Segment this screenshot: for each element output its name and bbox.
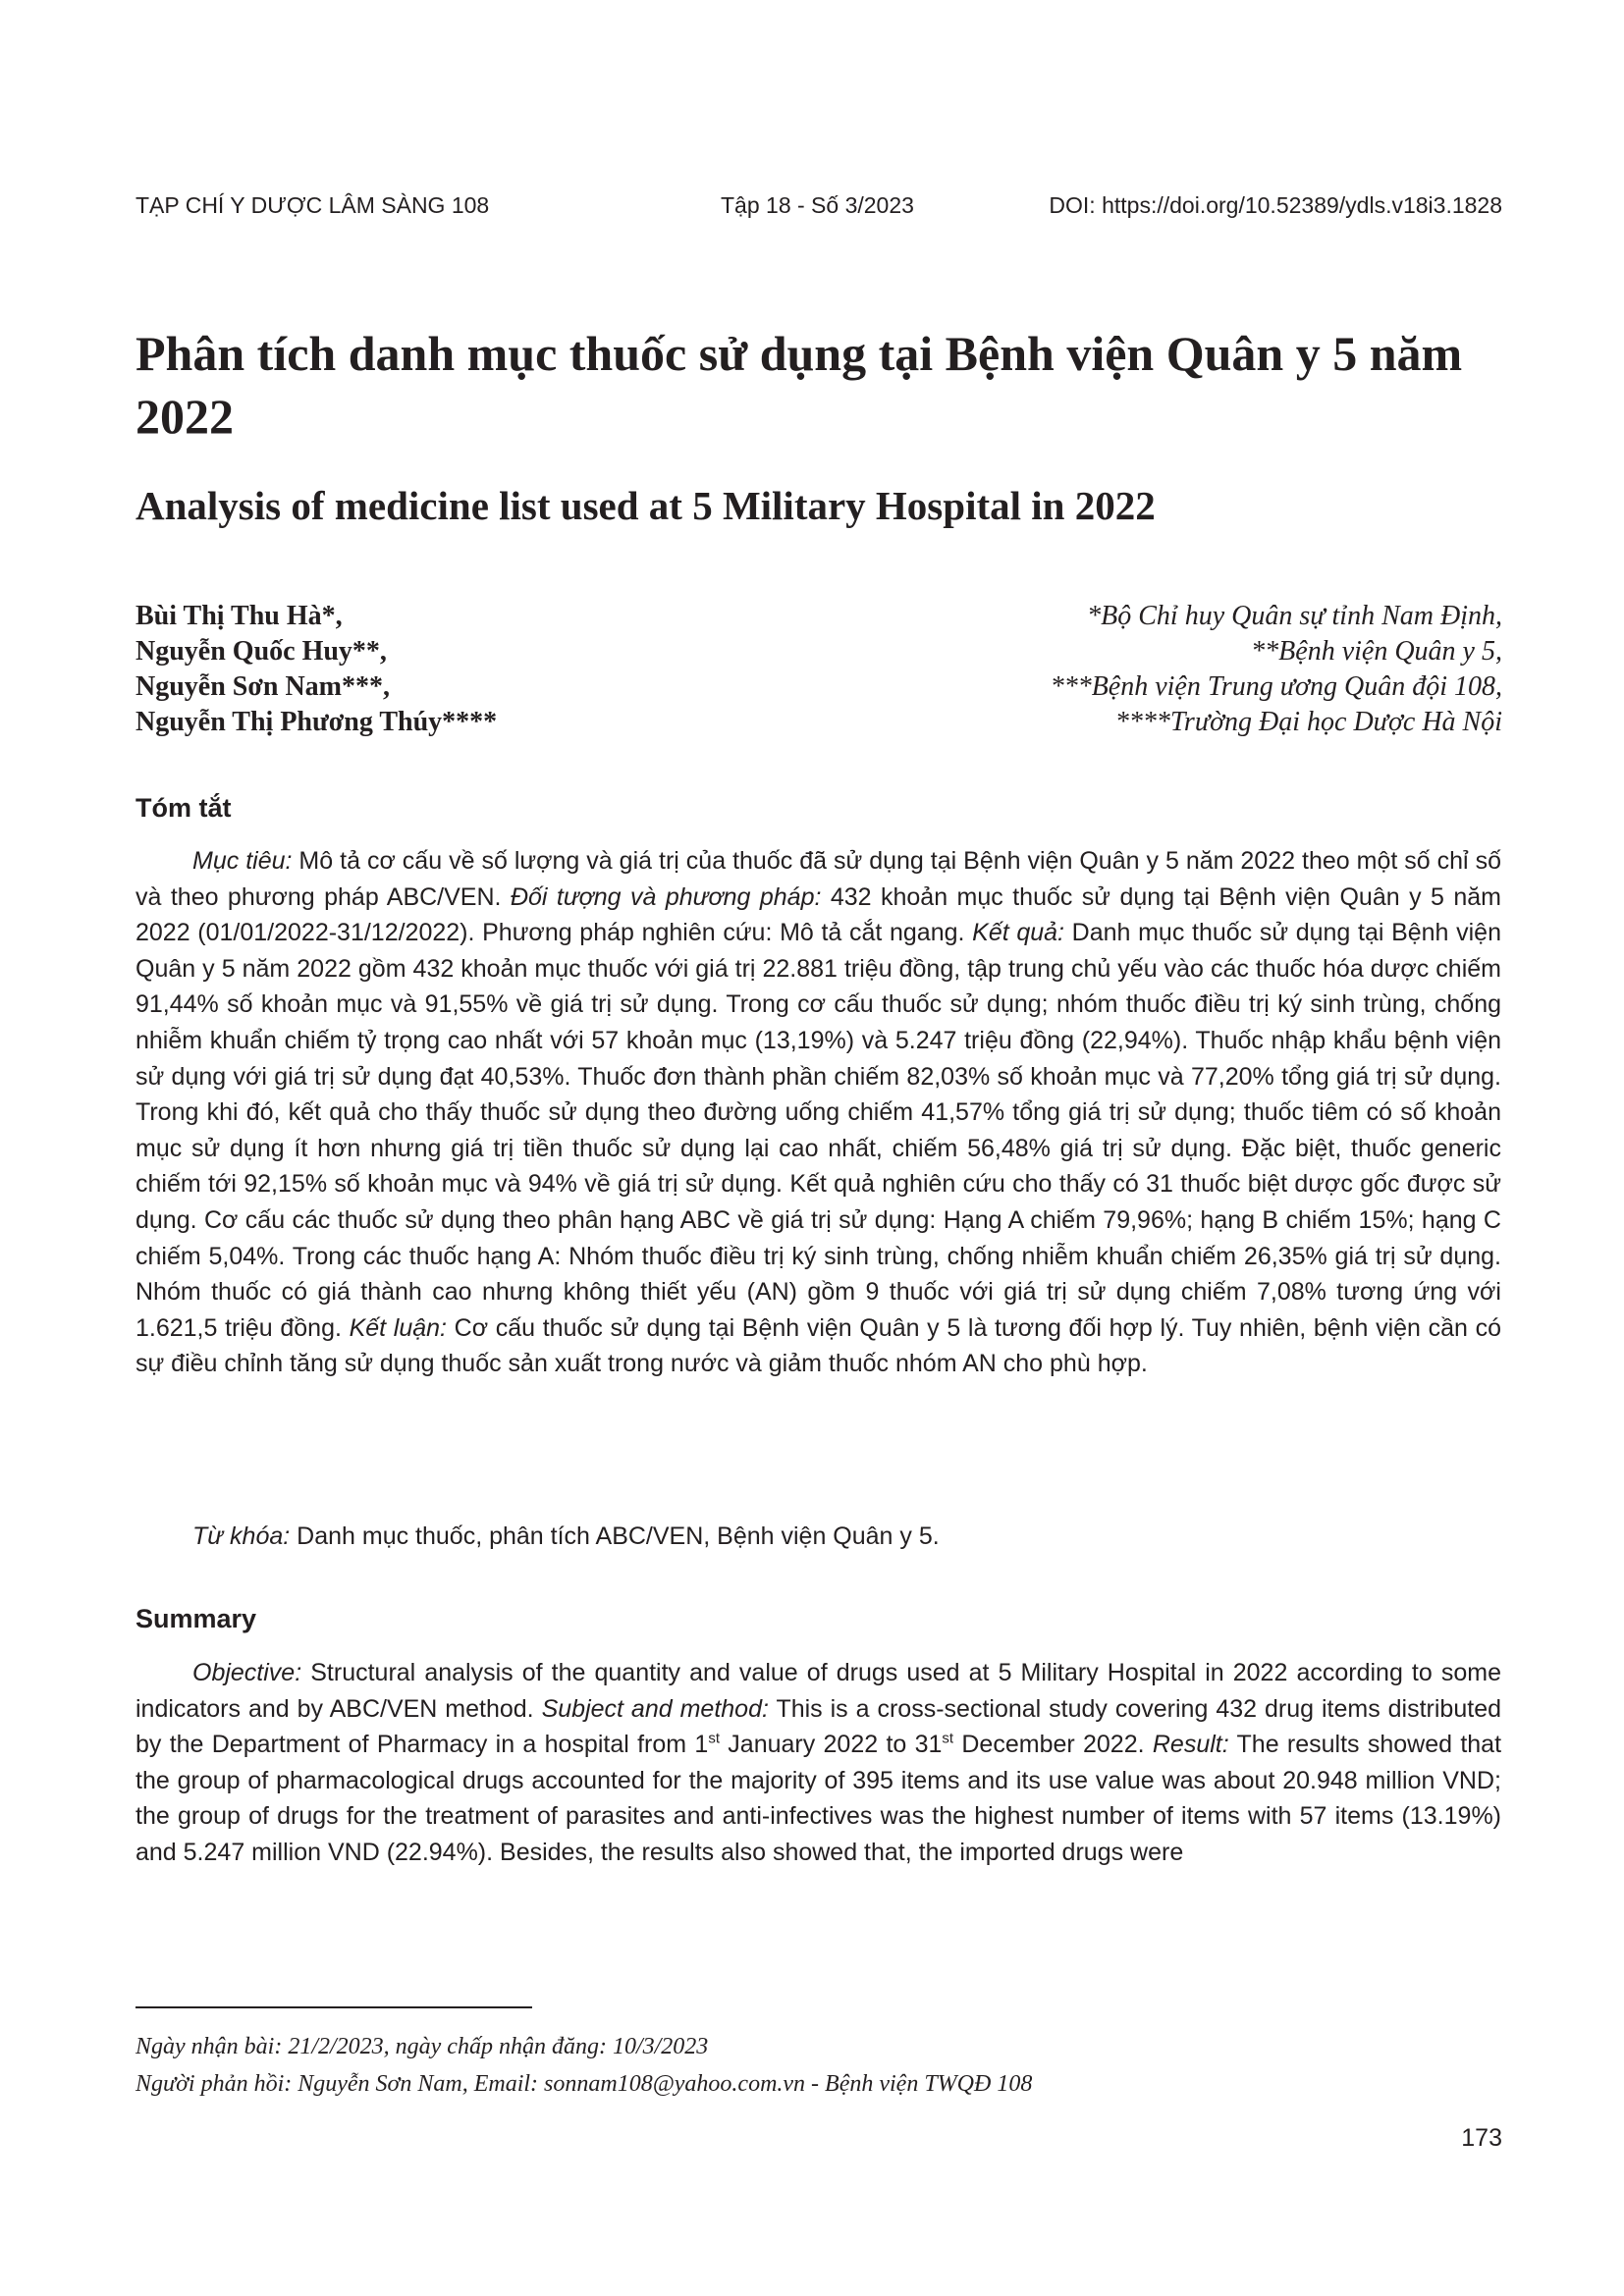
text-method: 432 khoản mục thuốc sử dụng tại Bệnh viện Quân y 5 năm 2022 (01/01/2022-31/12/2022). Phương pháp nghiên cứu: Mô tả cắt ngang. [135, 882, 1501, 947]
label-result: Kết quả: [972, 919, 1064, 947]
abstract-heading-en: Summary [135, 1604, 257, 1633]
text-method: December 2022. [953, 1731, 1153, 1759]
footnote-dates: Ngày nhận bài: 21/2/2023, ngày chấp nhận đăng: 10/3/2023 [135, 2034, 709, 2059]
ordinal-suffix: st [708, 1730, 720, 1747]
label-method: Subject and method: [541, 1694, 769, 1723]
text-method: January 2022 to 31 [719, 1731, 943, 1759]
label-keywords: Từ khóa: [192, 1522, 291, 1550]
label-conclusion: Kết luận: [349, 1313, 447, 1342]
affiliation: *Bộ Chỉ huy Quân sự tỉnh Nam Định, [1087, 601, 1502, 631]
affiliation: **Bệnh viện Quân y 5, [1251, 636, 1502, 667]
keywords [192, 1522, 940, 1551]
footnote-correspondence: Người phản hồi: Nguyễn Sơn Nam, Email: sonnam108@yahoo.com.vn - Bệnh viện TWQĐ 108 [135, 2071, 1033, 2097]
text-objective: Structural analysis of the quantity and value of drugs used at 5 Military Hospital in 2022 according to some indicators and by ABC/VEN method. [135, 1659, 1501, 1723]
author: Nguyễn Sơn Nam***, [135, 671, 390, 702]
label-result: Result: [1152, 1731, 1229, 1759]
label-objective: Objective: [192, 1659, 302, 1686]
author-list [135, 599, 744, 740]
doi-link[interactable]: DOI: https://doi.org/10.52389/ydls.v18i3.1828 [1049, 192, 1502, 218]
abstract-vietnamese [135, 843, 1501, 1382]
author: Nguyễn Thị Phương Thúy**** [135, 707, 498, 737]
affiliation: ***Bệnh viện Trung ương Quân đội 108, [1050, 671, 1502, 702]
abstract-english [135, 1655, 1501, 1871]
text-result: Danh mục thuốc sử dụng tại Bệnh viện Quân y 5 năm 2022 gồm 432 khoản mục thuốc với giá trị 22.881 triệu đồng, tập trung chủ yếu vào các thuốc hóa dược chiếm 91,44% số khoản mục và 91,55% về giá trị sử dụng. Trong cơ cấu thuốc sử dụng; nhóm thuốc điều trị ký sinh trùng, chống nhiễm khuẩn chiếm tỷ trọng cao nhất với 57 khoản mục (13,19%) và 5.247 triệu đồng (22,94%). Thuốc nhập khẩu bệnh viện sử dụng với giá trị sử dụng đạt 40,53%. Thuốc đơn thành phần chiếm 82,03% số khoản mục và 77,20% tổng giá trị sử dụng. Trong khi đó, kết quả cho thấy thuốc sử dụng theo đường uống chiếm 41,57% tổng giá trị sử dụng; thuốc tiêm có số khoản mục sử dụng ít hơn nhưng giá trị tiền thuốc sử dụng lại cao nhất, chiếm 56,48% giá trị sử dụng. Đặc biệt, thuốc generic chiếm tới 92,15% số khoản mục và 94% về giá trị sử dụng. Kết quả nghiên cứu cho thấy có 31 thuốc biệt dược gốc được sử dụng. Cơ cấu các thuốc sử dụng theo phân hạng ABC về giá trị sử dụng: Hạng A chiếm 79,96%; hạng B chiếm 15%; hạng C chiếm 5,04%. Trong các thuốc hạng A: Nhóm thuốc điều trị ký sinh trùng, chống nhiễm khuẩn chiếm 26,35% giá trị sử dụng. Nhóm thuốc có giá thành cao nhưng không thiết yếu (AN) gồm 9 thuốc với giá trị sử dụng chiếm 7,08% tương ứng với 1.621,5 triệu đồng. [135, 919, 1501, 1342]
footnote-divider [135, 2006, 532, 2008]
title-english: Analysis of medicine list used at 5 Military Hospital in 2022 [135, 483, 1156, 528]
title-vietnamese: Phân tích danh mục thuốc sử dụng tại Bệnh viện Quân y 5 năm 2022 [135, 326, 1463, 444]
label-method: Đối tượng và phương pháp: [510, 882, 822, 911]
text-result: The results showed that the group of pharmacological drugs accounted for the majority of 395 items and its use value was about 20.948 million VND; the group of drugs for the treatment of parasites and anti-infectives was the highest number of items with 57 items (13.19%) and 5.247 million VND (22.94%). Besides, the results also showed that, the imported drugs were [135, 1731, 1502, 1866]
label-objective: Mục tiêu: [192, 847, 293, 875]
text-conclusion: Cơ cấu thuốc sử dụng tại Bệnh viện Quân y 5 là tương đối hợp lý. Tuy nhiên, bệnh viện cần có sự điều chỉnh tăng sử dụng thuốc sản xuất trong nước và giảm thuốc nhóm AN cho phù hợp. [135, 1313, 1501, 1378]
text-objective: Mô tả cơ cấu về số lượng và giá trị của thuốc đã sử dụng tại Bệnh viện Quân y 5 năm 2022 theo một số chỉ số và theo phương pháp ABC/VEN. [135, 847, 1501, 911]
affiliation-list [756, 599, 1502, 740]
text-method: This is a cross-sectional study covering 432 drug items distributed by the Department of Pharmacy in a hospital from 1 [135, 1694, 1501, 1759]
volume-issue: Tập 18 - Số 3/2023 [721, 192, 914, 218]
footnotes [135, 2028, 1412, 2103]
journal-name: TẠP CHÍ Y DƯỢC LÂM SÀNG 108 [135, 192, 490, 218]
page-number: 173 [1461, 2124, 1502, 2152]
abstract-heading-vi: Tóm tắt [135, 793, 232, 823]
author: Bùi Thị Thu Hà*, [135, 601, 343, 631]
running-header [135, 192, 1502, 222]
author: Nguyễn Quốc Huy**, [135, 636, 387, 667]
ordinal-suffix: st [942, 1730, 954, 1747]
text-keywords: Danh mục thuốc, phân tích ABC/VEN, Bệnh viện Quân y 5. [290, 1522, 940, 1550]
affiliation: ****Trường Đại học Dược Hà Nội [1114, 707, 1502, 737]
